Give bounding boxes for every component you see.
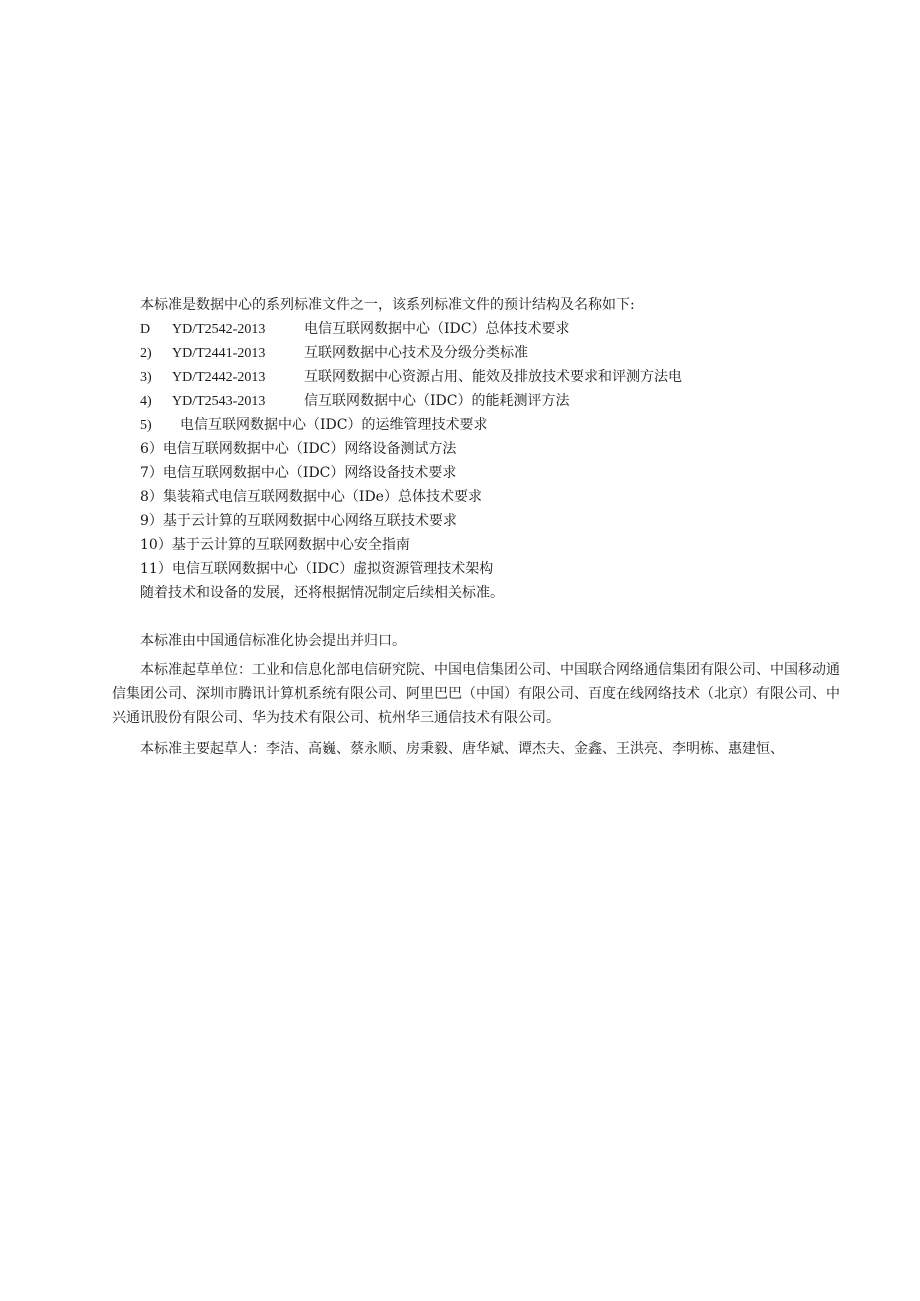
list-item	[140, 512, 457, 530]
list-item-title: 信互联网数据中心（IDC）的能耗测评方法	[304, 393, 570, 409]
list-item-title: 电信互联网数据中心（IDC）网络设备测试方法	[162, 441, 457, 457]
list-item-number: 6）	[140, 441, 163, 457]
list-item-title: 电信互联网数据中心（IDC）虚拟资源管理技术架构	[171, 561, 494, 577]
list-item-title: 集装箱式电信互联网数据中心（IDe）总体技术要求	[162, 489, 482, 505]
list-item-title: 电信互联网数据中心（IDC）网络设备技术要求	[162, 465, 457, 481]
list-item	[140, 416, 487, 435]
list-item	[140, 560, 493, 578]
closing-text: 随着技术和设备的发展，还将根据情况制定后续相关标准。	[140, 585, 504, 601]
drafters-text: 本标准主要起草人：李洁、高巍、蔡永顺、房秉毅、唐华斌、谭杰夫、金鑫、王洪亮、李明栋、惠建恒、	[140, 741, 784, 757]
list-item-title: 互联网数据中心技术及分级分类标准	[304, 345, 528, 361]
list-item-code: YD/T2442-2013	[172, 370, 266, 385]
list-item	[140, 392, 569, 411]
list-item-number: 8）	[140, 489, 163, 505]
list-item	[140, 320, 569, 339]
proposer-text: 本标准由中国通信标准化协会提出并归口。	[140, 633, 406, 649]
list-item	[140, 344, 528, 363]
list-item-number: 9）	[140, 513, 163, 529]
list-item	[140, 464, 456, 482]
list-item-number: 4)	[140, 394, 152, 409]
list-item	[140, 368, 682, 387]
list-item-number: 5)	[140, 418, 152, 433]
list-item-title: 互联网数据中心资源占用、能效及排放技术要求和评测方法电	[304, 369, 682, 385]
list-item	[140, 488, 482, 506]
intro-text: 本标准是数据中心的系列标准文件之一，该系列标准文件的预计结构及名称如下:	[140, 297, 635, 313]
list-item-number: 7）	[140, 465, 163, 481]
list-item-code: YD/T2543-2013	[172, 394, 266, 409]
list-item	[140, 440, 456, 458]
list-item-title: 电信互联网数据中心（IDC）总体技术要求	[304, 321, 570, 337]
list-item-title: 基于云计算的互联网数据中心安全指南	[171, 537, 410, 553]
list-item	[140, 536, 410, 554]
list-item-number: 3)	[140, 370, 152, 385]
list-item-number: 10）	[140, 537, 172, 553]
list-item-code: YD/T2542-2013	[172, 322, 266, 337]
list-item-title: 基于云计算的互联网数据中心网络互联技术要求	[162, 513, 457, 529]
list-item-number: 11）	[140, 561, 172, 577]
list-item-number: 2)	[140, 346, 152, 361]
list-item-title: 电信互联网数据中心（IDC）的运维管理技术要求	[180, 417, 488, 433]
list-item-code: YD/T2441-2013	[172, 346, 266, 361]
drafting-units-paragraph: 本标准起草单位：工业和信息化部电信研究院、中国电信集团公司、中国联合网络通信集团有限公司、中国移动通信集团公司、深圳市腾讯计算机系统有限公司、阿里巴巴（中国）有限公司、百度在线网络技术（北京）有限公司、中兴通讯股份有限公司、华为技术有限公司、杭州华三通信技术有限公司。	[112, 662, 840, 726]
list-item-number: D	[140, 322, 151, 337]
